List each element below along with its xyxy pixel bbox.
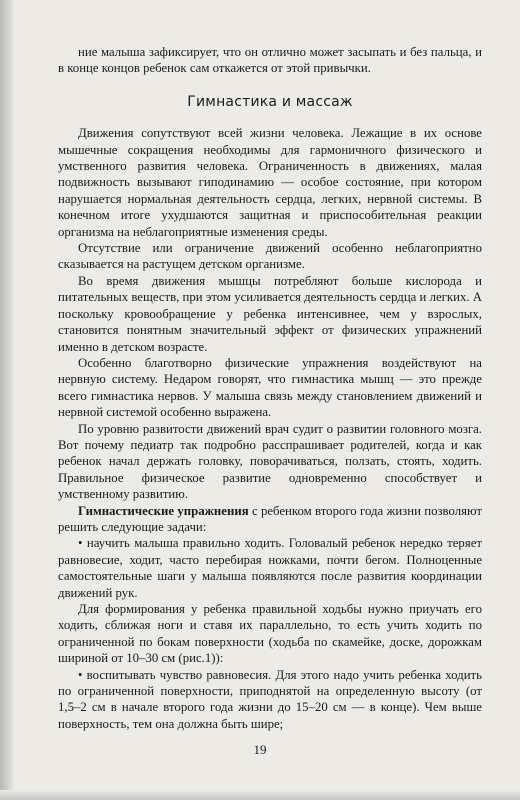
scan-edge-bottom	[0, 790, 520, 800]
paragraph-walk-formation: Для формирования у ребенка правильной ходьбы нужно приучать его ходить, сближая ноги и ставя их параллельно, то есть учить ходить по ограниченной по бокам поверхности (ходьба по скамейке, доске, дорожкам шириной от 10–30 см (рис.1)):	[58, 602, 482, 666]
paragraph-movements: Движения сопутствуют всей жизни человека. Лежащие в их основе мышечные сокращения необходимы для гармоничного физического и умственного развития человека. Ограниченность в движениях, малая подвижность вызывают гиподинамию — особое состояние, при котором нарушается нормальная деятельность сердца, легких, нервной системы. В конечном итоге ухудшаются защитная и приспособительная реакции организма на неблагоприятные изменения среды.	[58, 126, 482, 239]
gymnastics-rest: с ребенком второго года жизни позволяют решить следующие задачи:	[58, 503, 482, 534]
page-text	[58, 44, 482, 732]
paragraph-gymnastics	[58, 503, 482, 536]
section-heading: Гимнастика и массаж	[187, 93, 353, 110]
page-number: 19	[253, 742, 267, 757]
bullet-walking: • научить малыша правильно ходить. Головалый ребенок нередко теряет равновесие, ходит, часто перебирая ножками, почти бегом. Полноценные самостоятельные шаги у малыша появляются после развития координации движений рук.	[58, 536, 482, 600]
paragraph-absence: Отсутствие или ограничение движений особенно неблагоприятно сказывается на растущем детском организме.	[58, 241, 482, 272]
intro-paragraph: ние малыша зафиксирует, что он отлично может засыпать и без пальца, и в конце концов ребенок сам откажется от этой привычки.	[58, 45, 482, 76]
scan-edge-left	[0, 0, 14, 800]
bullet-balance: • воспитывать чувство равновесия. Для этого надо учить ребенка ходить по ограниченной поверхности, приподнятой на определенную высоту (от 1,5–2 см в начале второго года жизни до 15–20 см — в конце). Чем выше поверхность, тем она должна быть шире;	[58, 667, 482, 731]
gymnastics-bold-lead: Гимнастические упражнения	[78, 503, 249, 518]
paragraph-brain: По уровню развитости движений врач судит о развитии головного мозга. Вот почему педиатр так подробно расспрашивает родителей, когда и как ребенок начал держать головку, поворачиваться, ползать, стоять, ходить. Правильное физическое развитие одновременно способствует и умственному развитию.	[58, 421, 482, 502]
paragraph-nervous-system: Особенно благотворно физические упражнения воздействуют на нервную систему. Недаром говорят, что гимнастика мышц — это прежде всего гимнастика нервов. У малыша связь между становлением движений и нервной системой особенно выражена.	[58, 355, 482, 420]
paragraph-oxygen: Во время движения мышцы потребляют больше кислорода и питательных веществ, при этом усиливается деятельность сердца и легких. А поскольку кровообращение у ребенка интенсивнее, чем у взрослых, становится понятным значительный эффект от физических упражнений именно в детском возрасте.	[58, 273, 483, 354]
